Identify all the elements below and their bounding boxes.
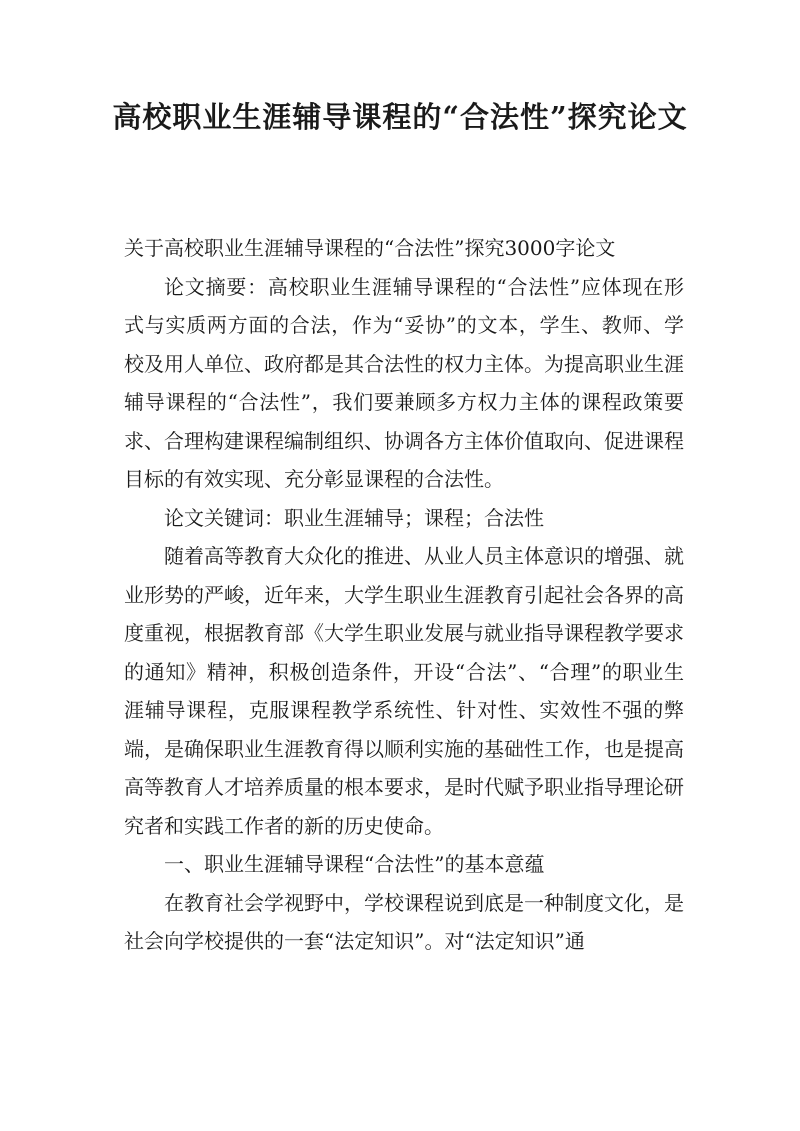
keywords-paragraph: 论文关键词：职业生涯辅导；课程；合法性 bbox=[164, 505, 544, 530]
document-body bbox=[124, 229, 684, 961]
document-subtitle: 关于高校职业生涯辅导课程的“合法性”探究3000字论文 bbox=[124, 236, 616, 260]
body-paragraph: 随着高等教育大众化的推进、从业人员主体意识的增强、就业形势的严峻，近年来，大学生职业生涯教育引起社会各界的高度重视，根据教育部《大学生职业发展与就业指导课程教学要求的通知》精神，积极创造条件，开设“合法”、“合理”的职业生涯辅导课程，克服课程教学系统性、针对性、实效性不强的弊端，是确保职业生涯教育得以顺利实施的基础性工作，也是提高高等教育人才培养质量的根本要求，是时代赋予职业指导理论研究者和实践工作者的新的历史使命。 bbox=[124, 544, 684, 838]
body-paragraph: 在教育社会学视野中，学校课程说到底是一种制度文化，是社会向学校提供的一套“法定知识”。对“法定知识”通 bbox=[124, 890, 684, 953]
abstract-paragraph: 论文摘要：高校职业生涯辅导课程的“合法性”应体现在形式与实质两方面的合法，作为“妥协”的文本，学生、教师、学校及用人单位、政府都是其合法性的权力主体。为提高职业生涯辅导课程的“合法性”，我们要兼顾多方权力主体的课程政策要求、合理构建课程编制组织、协调各方主体价值取向、促进课程目标的有效实现、充分彰显课程的合法性。 bbox=[124, 274, 684, 491]
section-heading: 一、职业生涯辅导课程“合法性”的基本意蕴 bbox=[164, 852, 545, 876]
document-title: 高校职业生涯辅导课程的“合法性”探究论文 bbox=[112, 100, 688, 134]
